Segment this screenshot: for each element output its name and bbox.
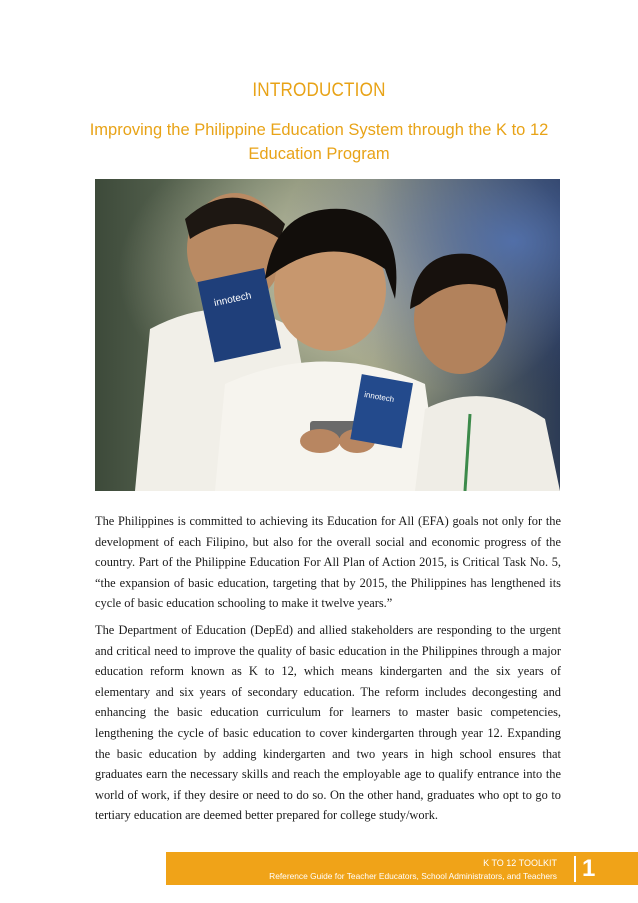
page-heading: INTRODUCTION bbox=[252, 80, 386, 101]
students-photo bbox=[95, 179, 560, 491]
book-brand-right: innotech bbox=[363, 389, 395, 405]
book-brand-left: innotech bbox=[213, 290, 253, 310]
page-subheading: Improving the Philippine Education System through the K to 12 Education Program bbox=[89, 121, 549, 163]
footer-separator bbox=[574, 856, 576, 882]
intro-paragraph-2: The Department of Education (DepEd) and allied stakeholders are responding to the urgent and critical need to improve the quality of basic education in the Philippines through a major education reform known as K to 12, which means kindergarten and the six years of elementary and six years of secondary education. The reform includes decongesting and enhancing the basic education curriculum for learners to master basic competencies, lengthening the cycle of basic education to cover kindergarten through year 12. Expanding the basic education by adding kindergarten and two years in high school ensures that graduates earn the necessary skills and reach the employable age to qualify entrance into the world of work, if they desire or need to do so. On the other hand, graduates who opt to go to tertiary education are deemed better prepared for college study/work. bbox=[95, 623, 561, 823]
footer-subtitle: Reference Guide for Teacher Educators, School Administrators, and Teachers bbox=[269, 871, 557, 881]
intro-paragraph-1: The Philippines is committed to achieving its Education for All (EFA) goals not only for the development of each Filipino, but also for the overall social and economic progress of the country. Part of the Philippine Education For All Plan of Action 2015, is Critical Task No. 5, “the expansion of basic education, targeting that by 2015, the Philippines has lengthened its cycle of basic education schooling to make it twelve years.” bbox=[95, 514, 561, 611]
page-number: 1 bbox=[582, 855, 596, 882]
footer-title: K TO 12 TOOLKIT bbox=[483, 858, 557, 868]
